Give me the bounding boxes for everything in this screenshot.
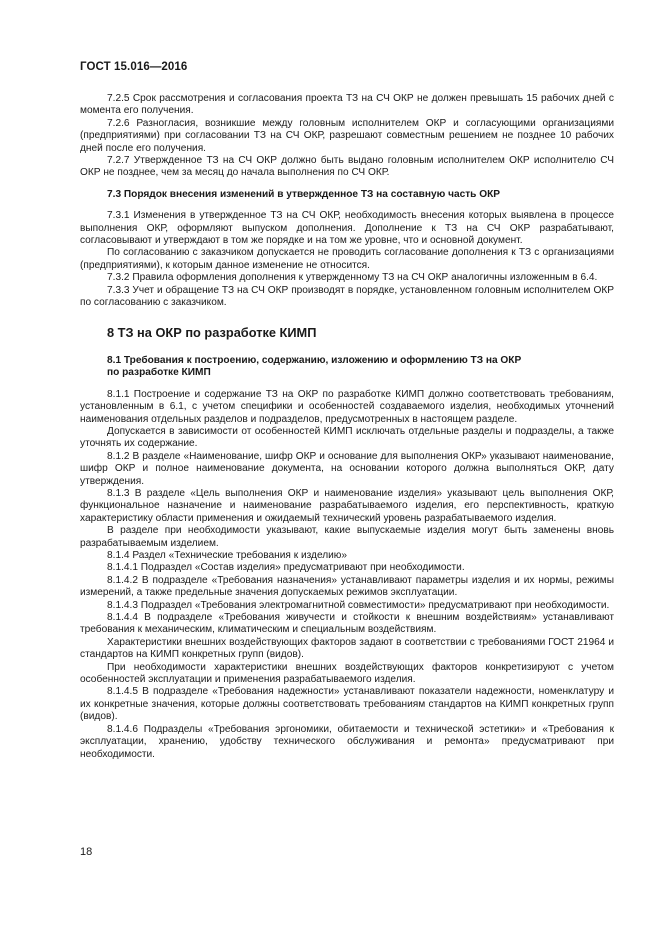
clause-7-2-6: 7.2.6 Разногласия, возникшие между головным исполнителем ОКР и согласующими организациями (предприятиями) при согласовании ТЗ на СЧ ОКР, разрешают совместным решением не позднее 10 рабочих дней после его получения.: [80, 117, 614, 154]
clause-8-1-4-3: 8.1.4.3 Подраздел «Требования электромагнитной совместимости» предусматривают при необходимости.: [107, 599, 610, 611]
section-heading-8-1: 8.1 Требования к построению, содержанию, изложению и оформлению ТЗ на ОКР: [107, 354, 522, 366]
clause-8-1-4-2: 8.1.4.2 В подразделе «Требования назначения» устанавливают параметры изделия и их нормы, режимы измерений, а также предельные значения допускаемых режимов эксплуатации.: [80, 574, 614, 599]
section-heading-8: 8 ТЗ на ОКР по разработке КИМП: [107, 324, 317, 340]
document-body: [80, 93, 614, 761]
clause-7-2-7: 7.2.7 Утвержденное ТЗ на СЧ ОКР должно быть выдано головным исполнителем ОКР исполнителю СЧ ОКР не позднее, чем за месяц до начала выполнения по СЧ ОКР.: [80, 155, 614, 179]
clause-8-1-1: 8.1.1 Построение и содержание ТЗ на ОКР по разработке КИМП должно соответствовать требованиям, установленным в 6.1, с учетом специфики и особенностей создаваемого изделия, необходимых уточнений наименования отдельных разделов и подразделов, предусмотренных в настоящем разделе.: [80, 388, 614, 425]
clause-8-1-4-4-note-1: Характеристики внешних воздействующих факторов задают в соответствии с требованиями ГОСТ 21964 и стандартов на КИМП конкретных групп (видов).: [80, 636, 614, 661]
clause-8-1-2: 8.1.2 В разделе «Наименование, шифр ОКР и основание для выполнения ОКР» указывают наименование, шифр ОКР и полное наименование документа, на основании которого должна выполняться ОКР, дату утверждения.: [80, 450, 614, 487]
section-heading-8-1-cont: по разработке КИМП: [107, 367, 211, 379]
clause-7-3-3: 7.3.3 Учет и обращение ТЗ на СЧ ОКР производят в порядке, установленном головным исполнителем ОКР по согласованию с заказчиком.: [80, 284, 614, 309]
clause-8-1-4-5: 8.1.4.5 В подразделе «Требования надежности» устанавливают показатели надежности, номенклатуру и их конкретные значения, которые должны соответствовать требованиям стандартов на КИМП конкретных групп (видов).: [80, 686, 614, 723]
page-number: 18: [80, 846, 93, 858]
section-heading-7-3: 7.3 Порядок внесения изменений в утвержденное ТЗ на составную часть ОКР: [107, 188, 501, 200]
clause-8-1-4-1: 8.1.4.1 Подраздел «Состав изделия» предусматривают при необходимости.: [107, 562, 465, 574]
clause-8-1-3: 8.1.3 В разделе «Цель выполнения ОКР и наименование изделия» указывают цель выполнения ОКР, функциональное назначение и наименование разрабатываемого изделия, его перспективность, краткую характеристику области применения и ожидаемый технический уровень разрабатываемого изделия.: [80, 487, 614, 524]
clause-8-1-4-6: 8.1.4.6 Подразделы «Требования эргономики, обитаемости и технической эстетики» и «Требования к эксплуатации, хранению, удобству технического обслуживания и ремонта» предусматривают при необходимости.: [80, 723, 614, 760]
clause-8-1-4-4: 8.1.4.4 В подразделе «Требования живучести и стойкости к внешним воздействиям» устанавливают требования к механическим, климатическим и специальным воздействиям.: [80, 612, 614, 636]
clause-7-3-1: 7.3.1 Изменения в утвержденное ТЗ на СЧ ОКР, необходимость внесения которых выявлена в процессе выполнения ОКР, оформляют выпуском дополнения. Дополнение к ТЗ на СЧ ОКР разрабатывают, согласовывают и утверждают в том же порядке и на том же уровне, что и основной документ.: [80, 210, 614, 247]
clause-8-1-1-note: Допускается в зависимости от особенностей КИМП исключать отдельные разделы и подразделы, а также уточнять их содержание.: [80, 425, 614, 450]
clause-8-1-3-note: В разделе при необходимости указывают, какие выпускаемые изделия могут быть заменены вновь разрабатываемым изделием.: [80, 525, 614, 549]
clause-7-3-1-note: По согласованию с заказчиком допускается не проводить согласование дополнения к ТЗ с организациями (предприятиями), к которым данное изменение не относится.: [80, 247, 614, 271]
clause-8-1-4: 8.1.4 Раздел «Технические требования к изделию»: [107, 550, 348, 561]
clause-8-1-4-4-note-2: При необходимости характеристики внешних воздействующих факторов конкретизируют с учетом особенностей эксплуатации и применения разрабатываемого изделия.: [80, 661, 614, 686]
clause-7-2-5: 7.2.5 Срок рассмотрения и согласования проекта ТЗ на СЧ ОКР не должен превышать 15 рабочих дней с момента его получения.: [80, 93, 614, 117]
clause-7-3-2: 7.3.2 Правила оформления дополнения к утвержденному ТЗ на СЧ ОКР аналогичны изложенным в 6.4.: [107, 272, 598, 284]
document-header: ГОСТ 15.016—2016: [80, 61, 188, 73]
